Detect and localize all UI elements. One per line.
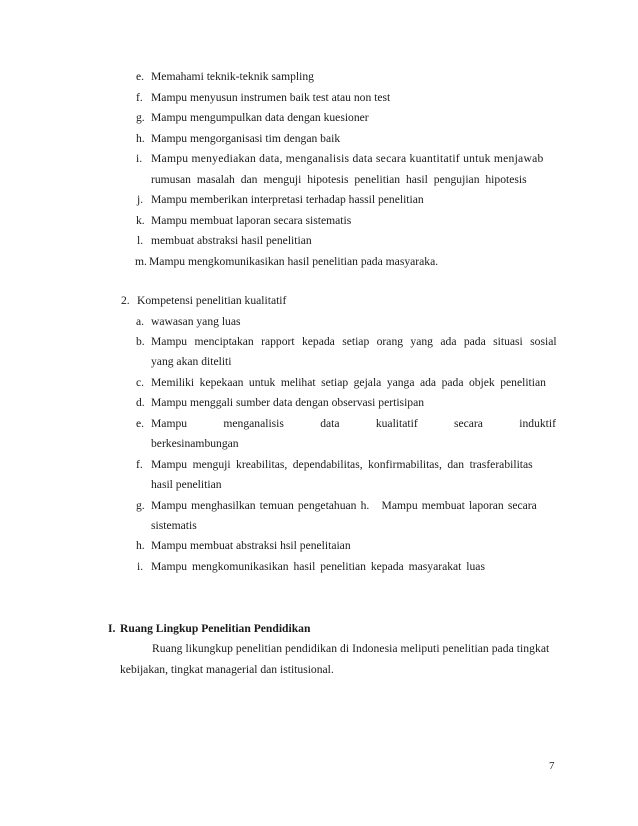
item-label: i. <box>137 560 144 573</box>
item-text: Mampu mengkomunikasikan hasil penelitian kepada masyarakat luas <box>151 560 485 573</box>
item-text-line2: hasil penelitian <box>151 478 222 491</box>
item-text-line1 <box>151 416 556 432</box>
word: menganalisis <box>223 417 284 430</box>
word: Mampu <box>151 417 188 430</box>
item-label: i. <box>136 152 143 165</box>
paragraph-text: Ruang likungkup penelitian pendidikan di Indonesia meliputi penelitian pada tingkat <box>152 642 550 655</box>
item-label: e. <box>136 417 145 430</box>
section-number: 2. <box>121 294 130 307</box>
item-text-line1: Mampu menyediakan data, menganalisis data secara kuantitatif untuk menjawab <box>151 152 544 165</box>
item-text-line2: berkesinambungan <box>151 437 239 450</box>
item-label: j. <box>137 193 144 206</box>
item-text-line2: yang akan diteliti <box>151 355 232 368</box>
item-text: Mampu mengkomunikasikan hasil penelitian pada masyaraka. <box>149 255 439 268</box>
word: secara <box>453 417 483 430</box>
item-label: f. <box>136 91 143 104</box>
item-text: Mampu memberikan interpretasi terhadap hassil penelitian <box>151 193 424 206</box>
item-text-line1: Mampu menciptakan rapport kepada setiap orang yang ada pada situasi sosial <box>151 335 557 348</box>
item-label: m. <box>135 255 147 268</box>
item-text: membuat abstraksi hasil penelitian <box>151 234 312 247</box>
item-text: Mampu membuat laporan secara sistematis <box>151 214 352 227</box>
section-title: Ruang Lingkup Penelitian Pendidikan <box>120 622 311 635</box>
item-label: c. <box>136 376 145 389</box>
item-label: g. <box>136 111 145 124</box>
item-text: Mampu membuat abstraksi hsil penelitaian <box>151 539 351 552</box>
word: induktif <box>519 417 556 430</box>
item-label: a. <box>136 315 145 328</box>
item-text-line1: Mampu menguji kreabilitas, dependabilitas, konfirmabilitas, dan trasferabilitas <box>151 458 533 471</box>
item-text-line2: sistematis <box>151 519 197 532</box>
item-text: Mampu mengorganisasi tim dengan baik <box>151 132 341 145</box>
word: data <box>320 417 340 430</box>
item-text-line1: Mampu menghasilkan temuan pengetahuan h. Mampu membuat laporan secara <box>151 499 537 512</box>
section-title: Kompetensi penelitian kualitatif <box>137 294 287 307</box>
item-text: Mampu menyusun instrumen baik test atau non test <box>151 91 391 104</box>
item-label: g. <box>136 499 145 512</box>
paragraph-text: kebijakan, tingkat managerial dan istitusional. <box>120 663 334 676</box>
item-label: h. <box>136 539 145 552</box>
item-label: d. <box>136 396 145 409</box>
item-label: e. <box>136 70 145 83</box>
item-text: Memahami teknik-teknik sampling <box>151 70 314 83</box>
item-label: h. <box>136 132 145 145</box>
section-number: I. <box>108 622 116 635</box>
page-number: 7 <box>549 760 555 772</box>
word: kualitatif <box>375 417 418 430</box>
item-label: b. <box>136 335 145 348</box>
item-label: f. <box>136 458 143 471</box>
item-text: wawasan yang luas <box>151 315 241 328</box>
item-text: Mampu mengumpulkan data dengan kuesioner <box>151 111 369 124</box>
item-label: l. <box>137 234 144 247</box>
item-text-line2: rumusan masalah dan menguji hipotesis penelitian hasil pengujian hipotesis <box>151 173 527 186</box>
item-text: Mampu menggali sumber data dengan observasi pertisipan <box>151 396 425 409</box>
item-text: Memiliki kepekaan untuk melihat setiap gejala yanga ada pada objek penelitian <box>151 376 546 389</box>
item-label: k. <box>136 214 145 227</box>
